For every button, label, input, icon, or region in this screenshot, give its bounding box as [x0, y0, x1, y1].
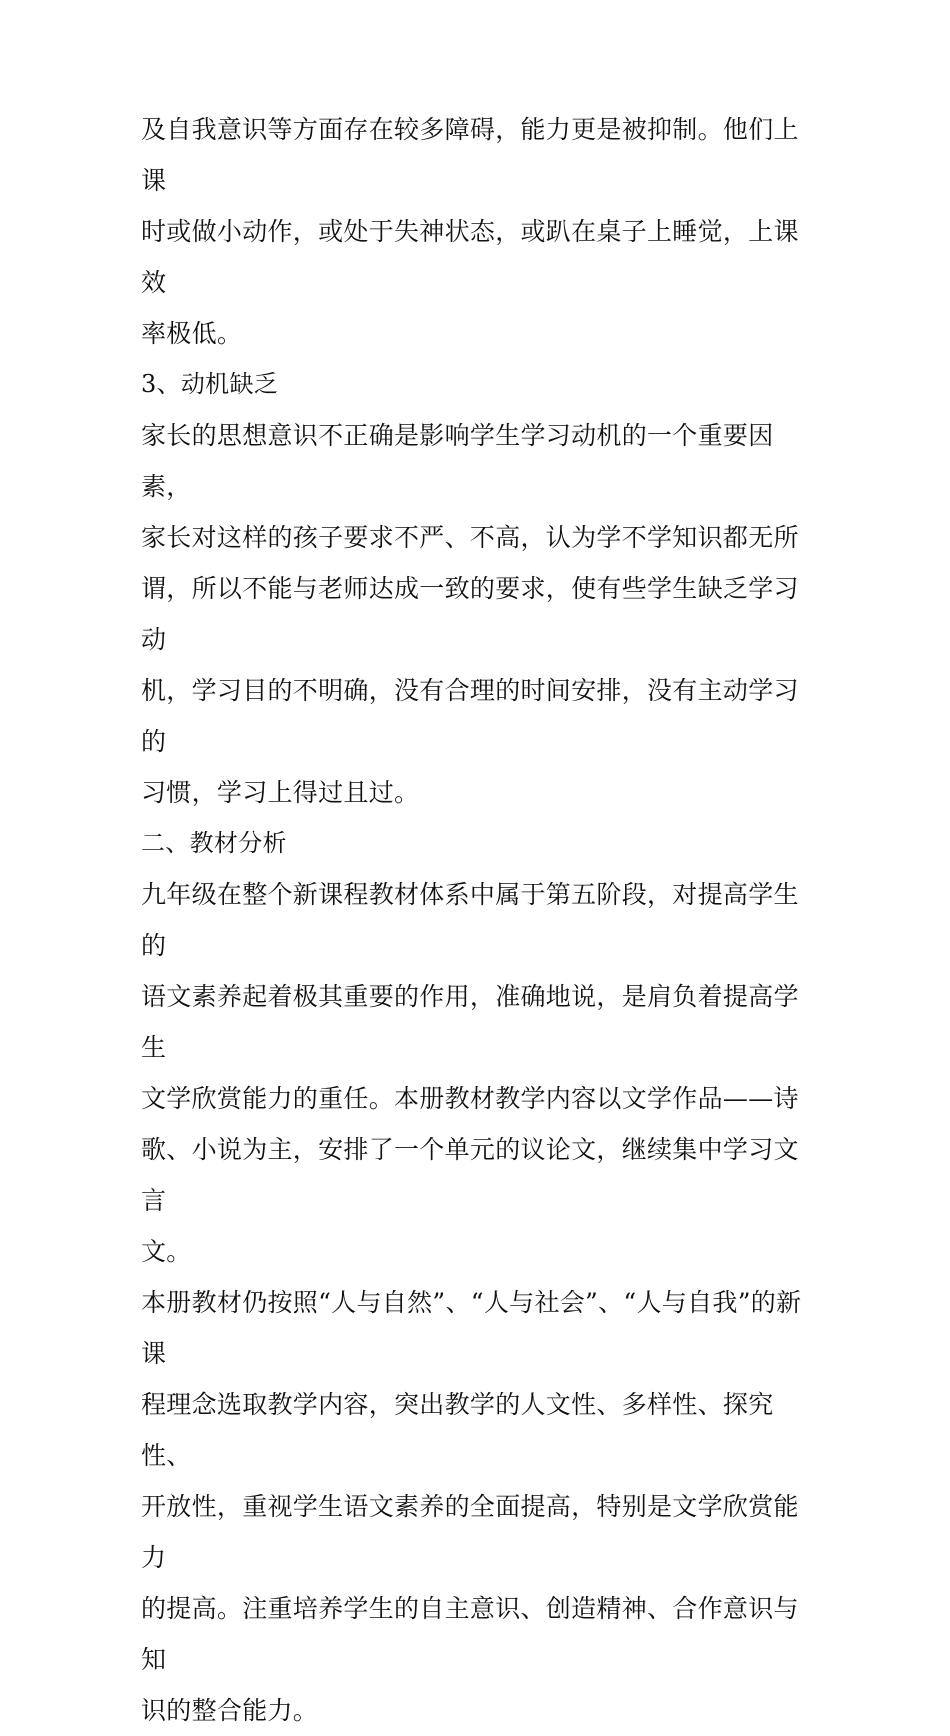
heading-textbook-analysis: 二、教材分析	[141, 829, 287, 857]
heading-motivation: 3、动机缺乏	[141, 370, 279, 398]
document-body	[141, 104, 821, 1736]
paragraph-motivation: 家长的思想意识不正确是影响学生学习动机的一个重要因素， 家长对这样的孩子要求不严、不高，认为学不学知识都无所 谓，所以不能与老师达成一致的要求，使有些学生缺乏学习动 机，学习目的不明确，没有合理的时间安排，没有主动学习的 习惯，学习上得过且过。	[141, 421, 799, 807]
paragraph-grade-nine: 九年级在整个新课程教材体系中属于第五阶段，对提高学生的 语文素养起着极其重要的作用，准确地说，是肩负着提高学生 文学欣赏能力的重任。本册教材教学内容以文学作品——诗 歌、小说为主，安排了一个单元的议论文，继续集中学习文言 文。	[141, 880, 799, 1266]
paragraph-obstacles: 及自我意识等方面存在较多障碍，能力更是被抑制。他们上课 时或做小动作，或处于失神状态，或趴在桌子上睡觉，上课效 率极低。	[141, 115, 799, 348]
paragraph-curriculum-concept: 本册教材仍按照“人与自然”、“人与社会”、“人与自我”的新课 程理念选取教学内容，突出教学的人文性、多样性、探究性、 开放性，重视学生语文素养的全面提高，特别是文学欣赏能力 的提高。注重培养学生的自主意识、创造精神、合作意识与知 识的整合能力。	[141, 1288, 802, 1725]
